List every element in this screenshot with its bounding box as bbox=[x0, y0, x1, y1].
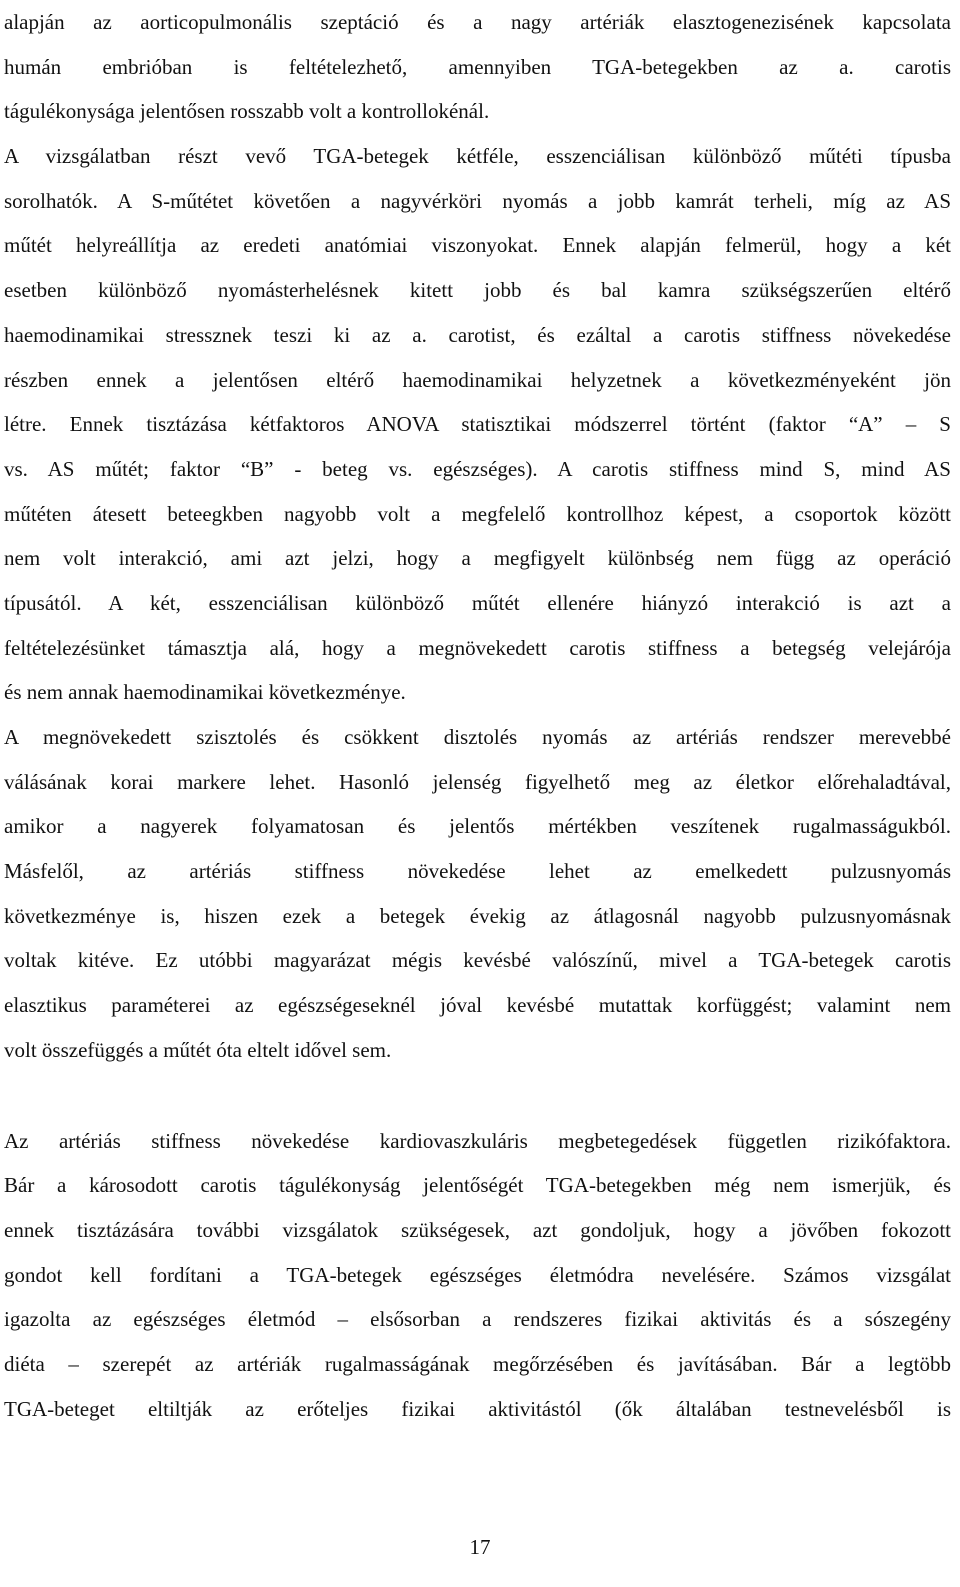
text-line: haemodinamikai stressznek teszi ki az a. carotist, és ezáltal a carotis stiffness növekedése bbox=[4, 322, 951, 347]
paragraph bbox=[4, 134, 951, 715]
text-line: A vizsgálatban részt vevő TGA-betegek kétféle, esszenciálisan különböző műtéti típusba bbox=[4, 144, 951, 169]
text-line: alapján az aorticopulmonális szeptáció és a nagy artériák elasztogenezisének kapcsolata bbox=[4, 10, 951, 34]
text-line: A megnövekedett szisztolés és csökkent disztolés nyomás az artériás rendszer merevebbé bbox=[4, 725, 951, 749]
text-line: típusától. A két, esszenciálisan különböző műtét ellenére hiányzó interakció is azt a bbox=[4, 590, 951, 615]
text-line: műtét helyreállítja az eredeti anatómiai viszonyokat. Ennek alapján felmerül, hogy a két bbox=[4, 233, 951, 258]
text-line: Az artériás stiffness növekedése kardiovaszkuláris megbetegedések független rizikófaktora. bbox=[4, 1128, 951, 1153]
text-line: igazolta az egészséges életmód – elsősorban a rendszeres fizikai aktivitás és a sószegény bbox=[4, 1307, 951, 1332]
text-line: vs. AS műtét; faktor “B” - beteg vs. egészséges). A carotis stiffness mind S, mind AS bbox=[4, 456, 951, 481]
text-line: Bár a károsodott carotis tágulékonyság jelentőségét TGA-betegekben még nem ismerjük, és bbox=[4, 1173, 951, 1198]
text-line: válásának korai markere lehet. Hasonló jelenség figyelhető meg az életkor előrehaladtával, bbox=[4, 769, 951, 794]
text-line: humán embrióban is feltételezhető, amennyiben TGA-betegekben az a. carotis bbox=[4, 54, 951, 79]
document-page bbox=[4, 0, 951, 1431]
text-line: Másfelől, az artériás stiffness növekedése lehet az emelkedett pulzusnyomás bbox=[4, 859, 951, 884]
text-line: gondot kell fordítani a TGA-betegek egészséges életmódra nevelésére. Számos vizsgálat bbox=[4, 1262, 951, 1287]
text-line: diéta – szerepét az artériák rugalmasságának megőrzésében és javításában. Bár a legtöbb bbox=[4, 1351, 951, 1376]
text-line: és nem annak haemodinamikai következménye. bbox=[4, 680, 406, 705]
paragraph bbox=[4, 1119, 951, 1432]
text-line: műtéten átesett beteegkben nagyobb volt a megfelelő kontrollhoz képest, a csoportok között bbox=[4, 501, 951, 526]
text-line: voltak kitéve. Ez utóbbi magyarázat mégis kevésbé valószínű, mivel a TGA-betegek carotis bbox=[4, 948, 951, 973]
text-line: ennek tisztázására további vizsgálatok szükségesek, azt gondoljuk, hogy a jövőben fokozott bbox=[4, 1217, 951, 1242]
text-line: volt összefüggés a műtét óta eltelt idővel sem. bbox=[4, 1037, 392, 1062]
text-line: amikor a nagyerek folyamatosan és jelentős mértékben veszítenek rugalmasságukból. bbox=[4, 814, 951, 839]
text-line: elasztikus paraméterei az egészségeseknél jóval kevésbé mutattak korfüggést; valamint nem bbox=[4, 993, 951, 1018]
page-number: 17 bbox=[469, 1535, 491, 1559]
text-line: nem volt interakció, ami azt jelzi, hogy a megfigyelt különbség nem függ az operáció bbox=[4, 546, 951, 571]
paragraph bbox=[4, 715, 951, 1073]
text-line: feltételezésünket támasztja alá, hogy a megnövekedett carotis stiffness a betegség velejárója bbox=[4, 635, 951, 660]
text-line: létre. Ennek tisztázása kétfaktoros ANOVA statisztikai módszerrel történt (faktor “A” – S bbox=[4, 412, 951, 437]
paragraph-spacer bbox=[4, 1073, 951, 1119]
text-line: következménye is, hiszen ezek a betegek évekig az átlagosnál nagyobb pulzusnyomásnak bbox=[4, 903, 951, 928]
text-line: TGA-beteget eltiltják az erőteljes fizikai aktivitástól (ők általában testnevelésből is bbox=[4, 1396, 951, 1421]
text-line: részben ennek a jelentősen eltérő haemodinamikai helyzetnek a következményeként jön bbox=[4, 367, 951, 392]
text-line: sorolhatók. A S-műtétet követően a nagyvérköri nyomás a jobb kamrát terheli, míg az AS bbox=[4, 188, 951, 213]
paragraph bbox=[4, 0, 951, 134]
text-line: tágulékonysága jelentősen rosszabb volt a kontrollokénál. bbox=[4, 99, 490, 124]
text-line: esetben különböző nyomásterhelésnek kitett jobb és bal kamra szükségszerűen eltérő bbox=[4, 278, 951, 303]
